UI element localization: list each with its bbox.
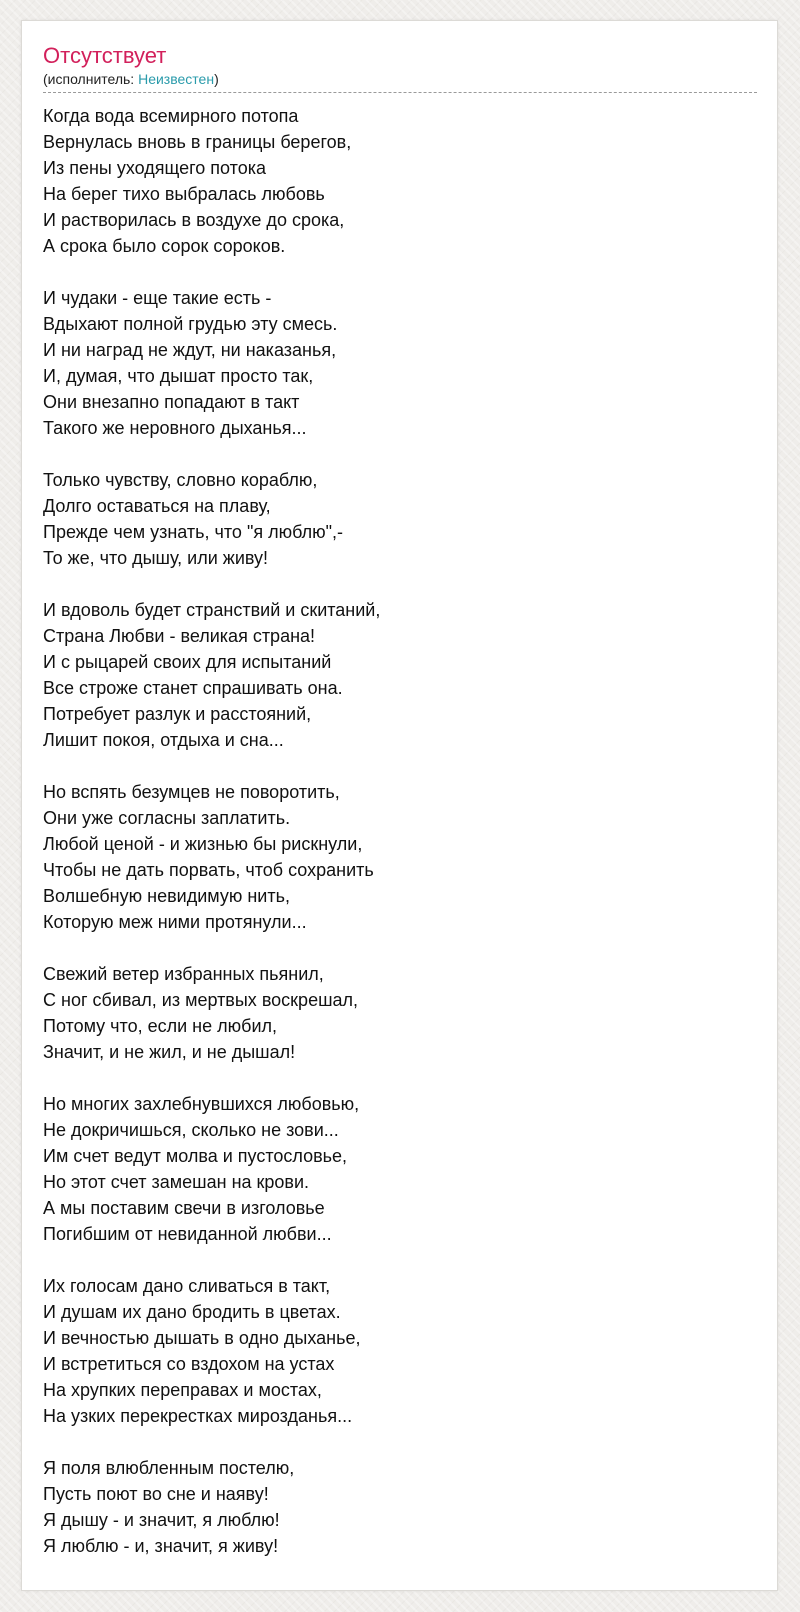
- lyric-line: Вдыхают полной грудью эту смесь.: [43, 314, 338, 334]
- lyric-line: Они уже согласны заплатить.: [43, 808, 291, 828]
- lyric-line: На берег тихо выбралась любовь: [43, 184, 325, 204]
- lyric-line: Чтобы не дать порвать, чтоб сохранить: [43, 860, 374, 880]
- lyric-line: Но многих захлебнувшихся любовью,: [43, 1094, 360, 1114]
- lyric-line: Их голосам дано сливаться в такт,: [43, 1276, 331, 1296]
- lyric-line: Долго оставаться на плаву,: [43, 496, 271, 516]
- lyric-line: Потребует разлук и расстояний,: [43, 704, 312, 724]
- lyrics-card: [21, 20, 778, 1591]
- lyric-line: Не докричишься, сколько не зови...: [43, 1120, 339, 1140]
- artist-link[interactable]: Неизвестен: [138, 71, 215, 87]
- lyric-line: И встретиться со вздохом на устах: [43, 1354, 335, 1374]
- artist-byline: [43, 71, 757, 93]
- stanza-break: [43, 441, 757, 467]
- lyric-line: И душам их дано бродить в цветах.: [43, 1302, 341, 1322]
- lyric-line: Я поля влюбленным постелю,: [43, 1458, 295, 1478]
- lyric-line: Я дышу - и значит, я люблю!: [43, 1510, 280, 1530]
- lyric-line: То же, что дышу, или живу!: [43, 548, 269, 568]
- lyric-line: Погибшим от невиданной любви...: [43, 1224, 332, 1244]
- lyric-line: Свежий ветер избранных пьянил,: [43, 964, 324, 984]
- lyric-line: Но вспять безумцев не поворотить,: [43, 782, 340, 802]
- lyric-line: Потому что, если не любил,: [43, 1016, 278, 1036]
- stanza-break: [43, 571, 757, 597]
- lyric-line: И вдоволь будет странствий и скитаний,: [43, 600, 381, 620]
- lyric-line: Которую меж ними протянули...: [43, 912, 307, 932]
- lyric-line: Они внезапно попадают в такт: [43, 392, 300, 412]
- lyric-line: Вернулась вновь в границы берегов,: [43, 132, 352, 152]
- artist-suffix: ): [214, 71, 219, 87]
- stanza-break: [43, 1065, 757, 1091]
- lyric-line: Им счет ведут молва и пустословье,: [43, 1146, 348, 1166]
- lyric-line: И, думая, что дышат просто так,: [43, 366, 314, 386]
- lyric-line: На хрупких переправах и мостах,: [43, 1380, 322, 1400]
- lyric-line: Такого же неровного дыханья...: [43, 418, 307, 438]
- lyric-line: Все строже станет спрашивать она.: [43, 678, 343, 698]
- lyric-line: Значит, и не жил, и не дышал!: [43, 1042, 296, 1062]
- lyric-line: Только чувству, словно кораблю,: [43, 470, 318, 490]
- lyric-line: На узких перекрестках мирозданья...: [43, 1406, 353, 1426]
- lyric-line: С ног сбивал, из мертвых воскрешал,: [43, 990, 359, 1010]
- lyric-line: Но этот счет замешан на крови.: [43, 1172, 310, 1192]
- lyric-line: Я люблю - и, значит, я живу!: [43, 1536, 279, 1556]
- stanza-break: [43, 259, 757, 285]
- lyrics-text: [43, 103, 757, 1559]
- lyric-line: Когда вода всемирного потопа: [43, 106, 299, 126]
- lyric-line: А мы поставим свечи в изголовье: [43, 1198, 325, 1218]
- song-title: Отсутствует: [43, 43, 167, 68]
- lyric-line: Страна Любви - великая страна!: [43, 626, 316, 646]
- lyric-line: Пусть поют во сне и наяву!: [43, 1484, 269, 1504]
- lyric-line: А срока было сорок сороков.: [43, 236, 286, 256]
- lyric-line: И ни наград не ждут, ни наказанья,: [43, 340, 337, 360]
- stanza-break: [43, 753, 757, 779]
- lyric-line: И с рыцарей своих для испытаний: [43, 652, 332, 672]
- lyric-line: И чудаки - еще такие есть -: [43, 288, 272, 308]
- lyric-line: Лишит покоя, отдыха и сна...: [43, 730, 284, 750]
- lyric-line: Прежде чем узнать, что "я люблю",-: [43, 522, 343, 542]
- lyric-line: Из пены уходящего потока: [43, 158, 266, 178]
- stanza-break: [43, 935, 757, 961]
- lyric-line: И растворилась в воздухе до срока,: [43, 210, 345, 230]
- stanza-break: [43, 1247, 757, 1273]
- lyric-line: И вечностью дышать в одно дыханье,: [43, 1328, 361, 1348]
- lyric-line: Любой ценой - и жизнью бы рискнули,: [43, 834, 363, 854]
- stanza-break: [43, 1429, 757, 1455]
- artist-prefix: (исполнитель:: [43, 71, 139, 87]
- lyric-line: Волшебную невидимую нить,: [43, 886, 290, 906]
